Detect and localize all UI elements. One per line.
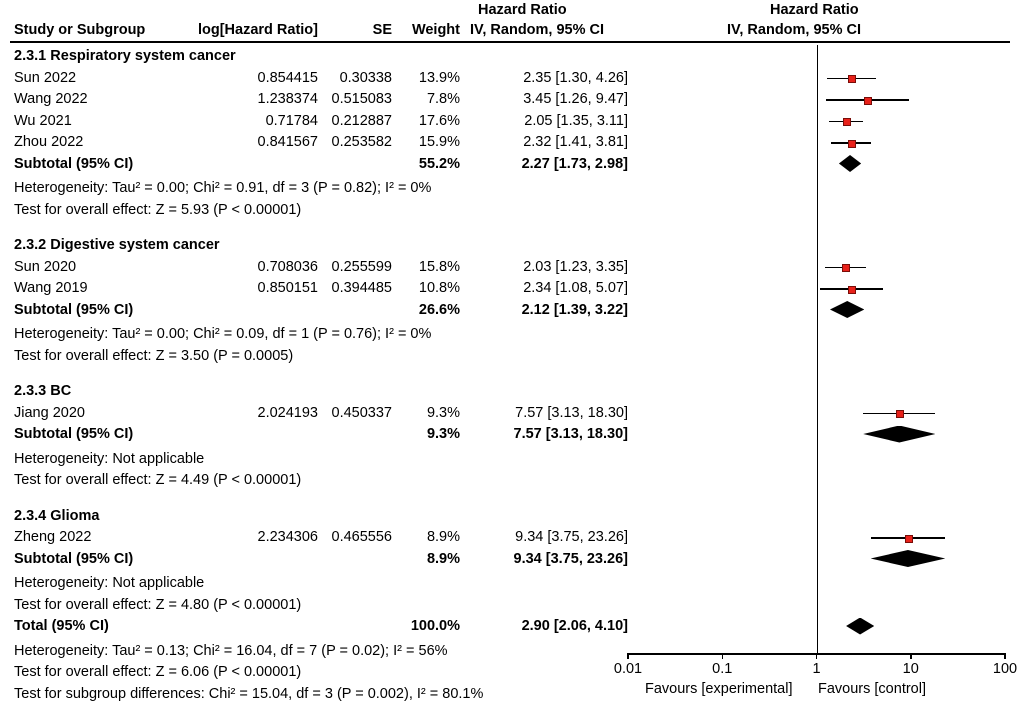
x-axis-tick: [816, 653, 818, 659]
header-hazard-ratio: Hazard Ratio: [478, 2, 567, 18]
subgroup-overall-effect: Test for overall effect: Z = 4.49 (P < 0.00001): [14, 472, 302, 488]
row-hr-ci: 2.34 [1.08, 5.07]: [523, 280, 628, 296]
x-axis-tick-label: 0.1: [712, 661, 733, 677]
subgroup-heterogeneity: Heterogeneity: Not applicable: [14, 450, 205, 467]
row-loghr: 0.708036: [257, 258, 318, 275]
row-study-label: Sun 2022: [14, 69, 77, 86]
subgroup-overall-effect: Test for overall effect: Z = 5.93 (P < 0.00001): [14, 201, 302, 218]
row-weight: 9.3%: [426, 404, 460, 421]
x-axis-tick-label: 100: [992, 661, 1018, 677]
row-hr-ci: 2.12 [1.39, 3.22]: [521, 301, 628, 318]
x-axis-tick-label: 1: [812, 661, 821, 677]
row-hr-ci: 2.35 [1.30, 4.26]: [523, 69, 628, 86]
x-axis-tick: [910, 653, 912, 659]
row-weight: 17.6%: [418, 112, 460, 129]
x-axis-tick: [627, 653, 629, 659]
total-weight: 100.0%: [410, 618, 460, 634]
total-overall-effect: Test for overall effect: Z = 6.06 (P < 0.00001): [14, 664, 302, 680]
row-hr-ci: 2.05 [1.35, 3.11]: [524, 112, 628, 129]
subgroup-overall-effect: Test for overall effect: Z = 3.50 (P = 0.0005): [14, 347, 294, 364]
subgroup-heterogeneity: Heterogeneity: Tau² = 0.00; Chi² = 0.09, df = 1 (P = 0.76); I² = 0%: [14, 326, 432, 342]
subgroup-label: 2.3.4 Glioma: [14, 507, 100, 524]
header-rule: [10, 41, 1010, 43]
col-header-loghr: log[Hazard Ratio]: [197, 22, 318, 38]
row-loghr: 0.841567: [257, 134, 318, 150]
row-hr-ci: 2.27 [1.73, 2.98]: [521, 155, 628, 172]
favours-experimental-label: Favours [experimental]: [645, 681, 793, 697]
col-header-study: Study or Subgroup: [14, 22, 146, 38]
row-se: 0.465556: [331, 529, 392, 545]
effect-marker: [905, 535, 913, 543]
row-study-label: Subtotal (95% CI): [14, 550, 134, 567]
row-weight: 7.8%: [426, 91, 460, 107]
subgroup-label: 2.3.2 Digestive system cancer: [14, 237, 220, 253]
total-hr-ci: 2.90 [2.06, 4.10]: [521, 618, 628, 634]
x-axis-tick: [1004, 653, 1006, 659]
row-hr-ci: 9.34 [3.75, 23.26]: [513, 550, 628, 567]
row-hr-ci: 2.03 [1.23, 3.35]: [523, 258, 628, 275]
row-study-label: Zheng 2022: [14, 529, 92, 545]
effect-marker: [842, 264, 850, 272]
row-se: 0.394485: [331, 280, 392, 296]
col-header-se: SE: [372, 22, 392, 38]
plot-header-hazard-ratio-sub: IV, Random, 95% CI: [727, 22, 862, 38]
row-study-label: Wu 2021: [14, 112, 72, 129]
row-study-label: Jiang 2020: [14, 404, 85, 421]
row-study-label: Wang 2019: [14, 280, 88, 296]
subgroup-overall-effect: Test for overall effect: Z = 4.80 (P < 0.00001): [14, 596, 302, 613]
row-study-label: Zhou 2022: [14, 134, 84, 150]
row-loghr: 2.234306: [257, 529, 318, 545]
effect-marker: [864, 97, 872, 105]
plot-header-hazard-ratio: Hazard Ratio: [770, 2, 859, 18]
row-se: 0.515083: [331, 91, 392, 107]
x-axis-tick: [722, 653, 724, 659]
reference-line: [817, 45, 819, 653]
row-study-label: Wang 2022: [14, 91, 88, 107]
summary-diamond: [871, 550, 946, 567]
subgroup-label: 2.3.1 Respiratory system cancer: [14, 48, 236, 64]
total-heterogeneity: Heterogeneity: Tau² = 0.13; Chi² = 16.04, df = 7 (P = 0.02); I² = 56%: [14, 642, 448, 659]
subgroup-heterogeneity: Heterogeneity: Tau² = 0.00; Chi² = 0.91, df = 3 (P = 0.82); I² = 0%: [14, 180, 432, 196]
effect-marker: [843, 118, 851, 126]
subgroup-label: 2.3.3 BC: [14, 383, 72, 399]
row-weight: 8.9%: [426, 550, 460, 567]
row-se: 0.212887: [331, 112, 392, 129]
row-study-label: Subtotal (95% CI): [14, 301, 134, 318]
row-study-label: Sun 2020: [14, 258, 77, 275]
favours-control-label: Favours [control]: [818, 681, 926, 697]
row-hr-ci: 7.57 [3.13, 18.30]: [515, 404, 628, 421]
row-weight: 10.8%: [418, 280, 460, 296]
summary-diamond: [863, 426, 935, 443]
effect-marker: [848, 286, 856, 294]
row-weight: 13.9%: [418, 69, 460, 86]
row-se: 0.253582: [331, 134, 392, 150]
row-loghr: 0.71784: [265, 112, 318, 129]
col-header-weight: Weight: [411, 22, 460, 38]
row-hr-ci: 7.57 [3.13, 18.30]: [513, 426, 628, 442]
row-hr-ci: 9.34 [3.75, 23.26]: [515, 529, 628, 545]
x-axis-tick-label: 10: [902, 661, 919, 677]
row-weight: 8.9%: [426, 529, 460, 545]
row-study-label: Subtotal (95% CI): [14, 426, 134, 442]
summary-diamond: [846, 618, 874, 635]
row-weight: 26.6%: [418, 301, 460, 318]
row-weight: 9.3%: [426, 426, 460, 442]
subgroup-heterogeneity: Heterogeneity: Not applicable: [14, 575, 205, 591]
row-loghr: 0.854415: [257, 69, 318, 86]
effect-marker: [848, 75, 856, 83]
row-se: 0.30338: [339, 69, 392, 86]
row-se: 0.450337: [331, 404, 392, 421]
row-loghr: 1.238374: [257, 91, 318, 107]
effect-marker: [896, 410, 904, 418]
total-label: Total (95% CI): [14, 618, 109, 634]
row-se: 0.255599: [331, 258, 392, 275]
summary-diamond: [830, 301, 864, 318]
row-loghr: 2.024193: [257, 404, 318, 421]
row-hr-ci: 3.45 [1.26, 9.47]: [523, 91, 628, 107]
header-hazard-ratio-sub: IV, Random, 95% CI: [470, 22, 605, 38]
summary-diamond: [839, 155, 861, 172]
effect-marker: [848, 140, 856, 148]
row-weight: 15.9%: [418, 134, 460, 150]
row-weight: 55.2%: [418, 155, 460, 172]
row-study-label: Subtotal (95% CI): [14, 155, 134, 172]
x-axis-tick-label: 0.01: [613, 661, 643, 677]
total-subgroup-differences: Test for subgroup differences: Chi² = 15.04, df = 3 (P = 0.002), I² = 80.1%: [14, 685, 484, 702]
row-weight: 15.8%: [418, 258, 460, 275]
row-hr-ci: 2.32 [1.41, 3.81]: [523, 134, 628, 150]
row-loghr: 0.850151: [257, 280, 318, 296]
